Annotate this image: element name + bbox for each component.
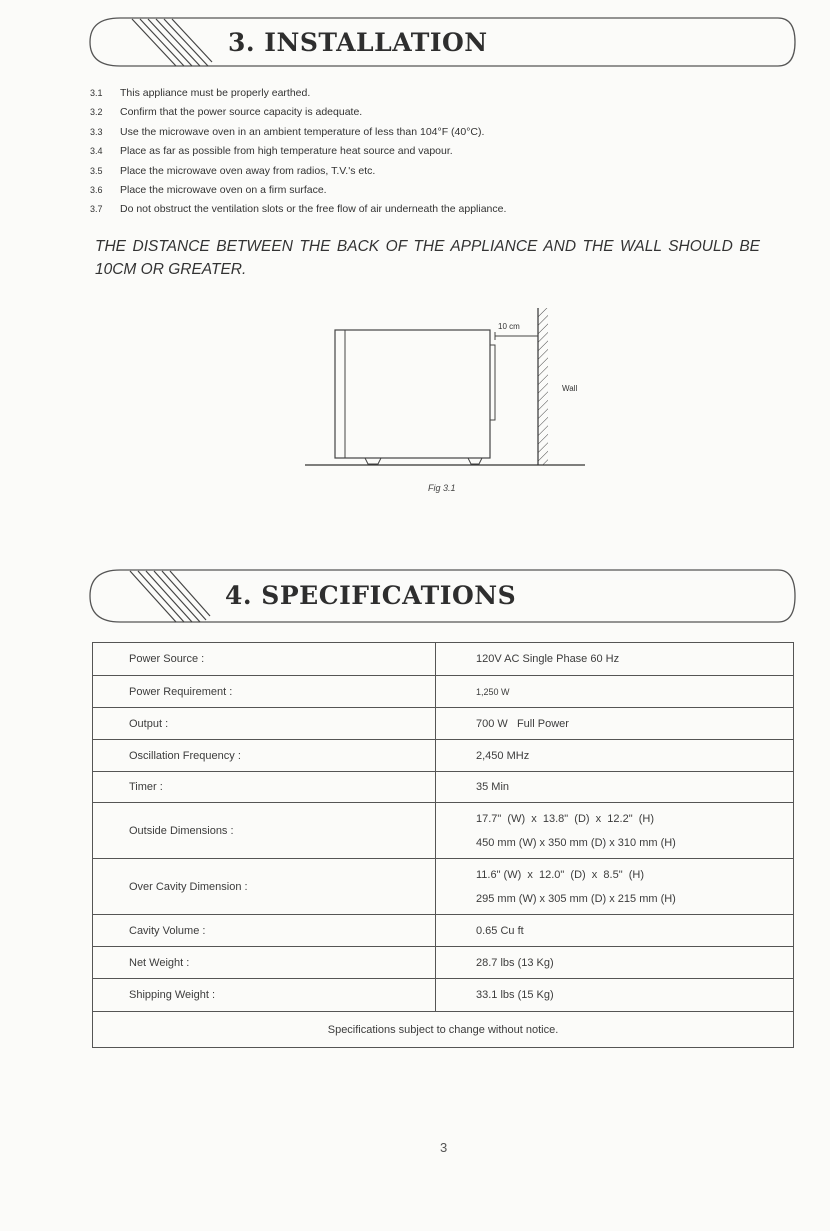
item-text: Place the microwave oven away from radios, T.V.'s etc.: [120, 164, 376, 177]
page-number: 3: [440, 1140, 448, 1155]
item-number: 3.3: [90, 126, 103, 137]
table-row: [93, 643, 794, 676]
spec-value-line: 120V AC Single Phase 60 Hz: [476, 653, 620, 665]
oven-outline: [335, 330, 490, 458]
item-number: 3.1: [90, 88, 103, 98]
spec-value: [436, 947, 794, 979]
figure-caption: Fig 3.1: [428, 483, 456, 493]
spec-label: Shipping Weight :: [93, 979, 436, 1012]
spec-label: Power Requirement :: [93, 676, 436, 708]
item-text: Use the microwave oven in an ambient temperature of less than 104°F (40°C).: [120, 125, 485, 138]
item-text: Place the microwave oven on a firm surface.: [120, 183, 327, 196]
spec-value-line: 28.7 lbs (13 Kg): [476, 956, 554, 969]
installation-title: 3. INSTALLATION: [228, 28, 488, 57]
installation-item: [90, 106, 506, 125]
item-number: 3.6: [90, 184, 103, 195]
spec-value-line: 450 mm (W) x 350 mm (D) x 310 mm (H): [476, 836, 676, 849]
spec-label: Timer :: [93, 772, 436, 803]
spec-value: [436, 915, 794, 947]
spec-label: Over Cavity Dimension :: [93, 859, 436, 915]
spec-label: Outside Dimensions :: [93, 803, 436, 859]
spec-value-line: 11.6" (W) x 12.0" (D) x 8.5" (H): [476, 868, 644, 881]
wall-hatch: [538, 308, 548, 465]
spec-value: [436, 772, 794, 803]
spec-label: Output :: [93, 708, 436, 740]
spec-value-line: 1,250 W: [476, 686, 510, 697]
item-text: Place as far as possible from high temperature heat source and vapour.: [120, 145, 453, 158]
spec-label: Net Weight :: [93, 947, 436, 979]
spec-value-line: 700 W Full Power: [476, 717, 569, 730]
oven-foot: [468, 458, 482, 464]
oven-back-panel: [490, 345, 495, 420]
oven-foot: [365, 458, 381, 464]
item-number: 3.2: [90, 107, 103, 118]
spec-value-line: 17.7" (W) x 13.8" (D) x 12.2" (H): [476, 812, 654, 825]
specifications-title: 4. SPECIFICATIONS: [225, 581, 517, 610]
installation-list: [90, 87, 506, 223]
spec-value-line: 295 mm (W) x 305 mm (D) x 215 mm (H): [476, 892, 676, 905]
item-number: 3.7: [90, 204, 103, 215]
spec-value: [436, 643, 794, 676]
spec-value: [436, 708, 794, 740]
spec-value: [436, 803, 794, 859]
item-number: 3.5: [90, 165, 103, 176]
spec-value: [436, 740, 794, 772]
spec-label: Cavity Volume :: [93, 915, 436, 947]
installation-item: [90, 87, 506, 106]
specifications-table: [92, 642, 794, 1048]
spec-value-line: 0.65 Cu ft: [476, 924, 524, 937]
installation-item: [90, 184, 506, 203]
table-row: [93, 947, 794, 979]
table-row: [93, 676, 794, 708]
clearance-warning: THE DISTANCE BETWEEN THE BACK OF THE APPLIANCE AND THE WALL SHOULD BE 10CM OR GREATER.: [95, 238, 760, 278]
table-row: [93, 859, 794, 915]
spec-label: Oscillation Frequency :: [93, 740, 436, 772]
distance-label: 10 cm: [498, 322, 520, 331]
table-row: [93, 1012, 794, 1048]
installation-item: [90, 145, 506, 164]
item-text: Confirm that the power source capacity is adequate.: [120, 106, 363, 119]
table-row: [93, 740, 794, 772]
item-number: 3.4: [90, 146, 103, 157]
spec-value-line: 33.1 lbs (15 Kg): [476, 989, 554, 1001]
spec-value-line: 2,450 MHz: [476, 749, 530, 762]
table-row: [93, 772, 794, 803]
table-row: [93, 915, 794, 947]
clearance-diagram: [300, 300, 600, 480]
wall-label: Wall: [562, 384, 578, 393]
spec-value: [436, 979, 794, 1012]
item-text: This appliance must be properly earthed.: [120, 87, 311, 99]
specifications-note: Specifications subject to change without notice.: [93, 1012, 794, 1048]
table-row: [93, 803, 794, 859]
table-row: [93, 979, 794, 1012]
installation-item: [90, 126, 506, 145]
table-row: [93, 708, 794, 740]
item-text: Do not obstruct the ventilation slots or the free flow of air underneath the appliance.: [120, 203, 507, 216]
spec-value: [436, 859, 794, 915]
spec-value: [436, 676, 794, 708]
spec-label: Power Source :: [93, 643, 436, 676]
spec-value-line: 35 Min: [476, 781, 510, 793]
installation-item: [90, 165, 506, 184]
installation-item: [90, 203, 506, 222]
